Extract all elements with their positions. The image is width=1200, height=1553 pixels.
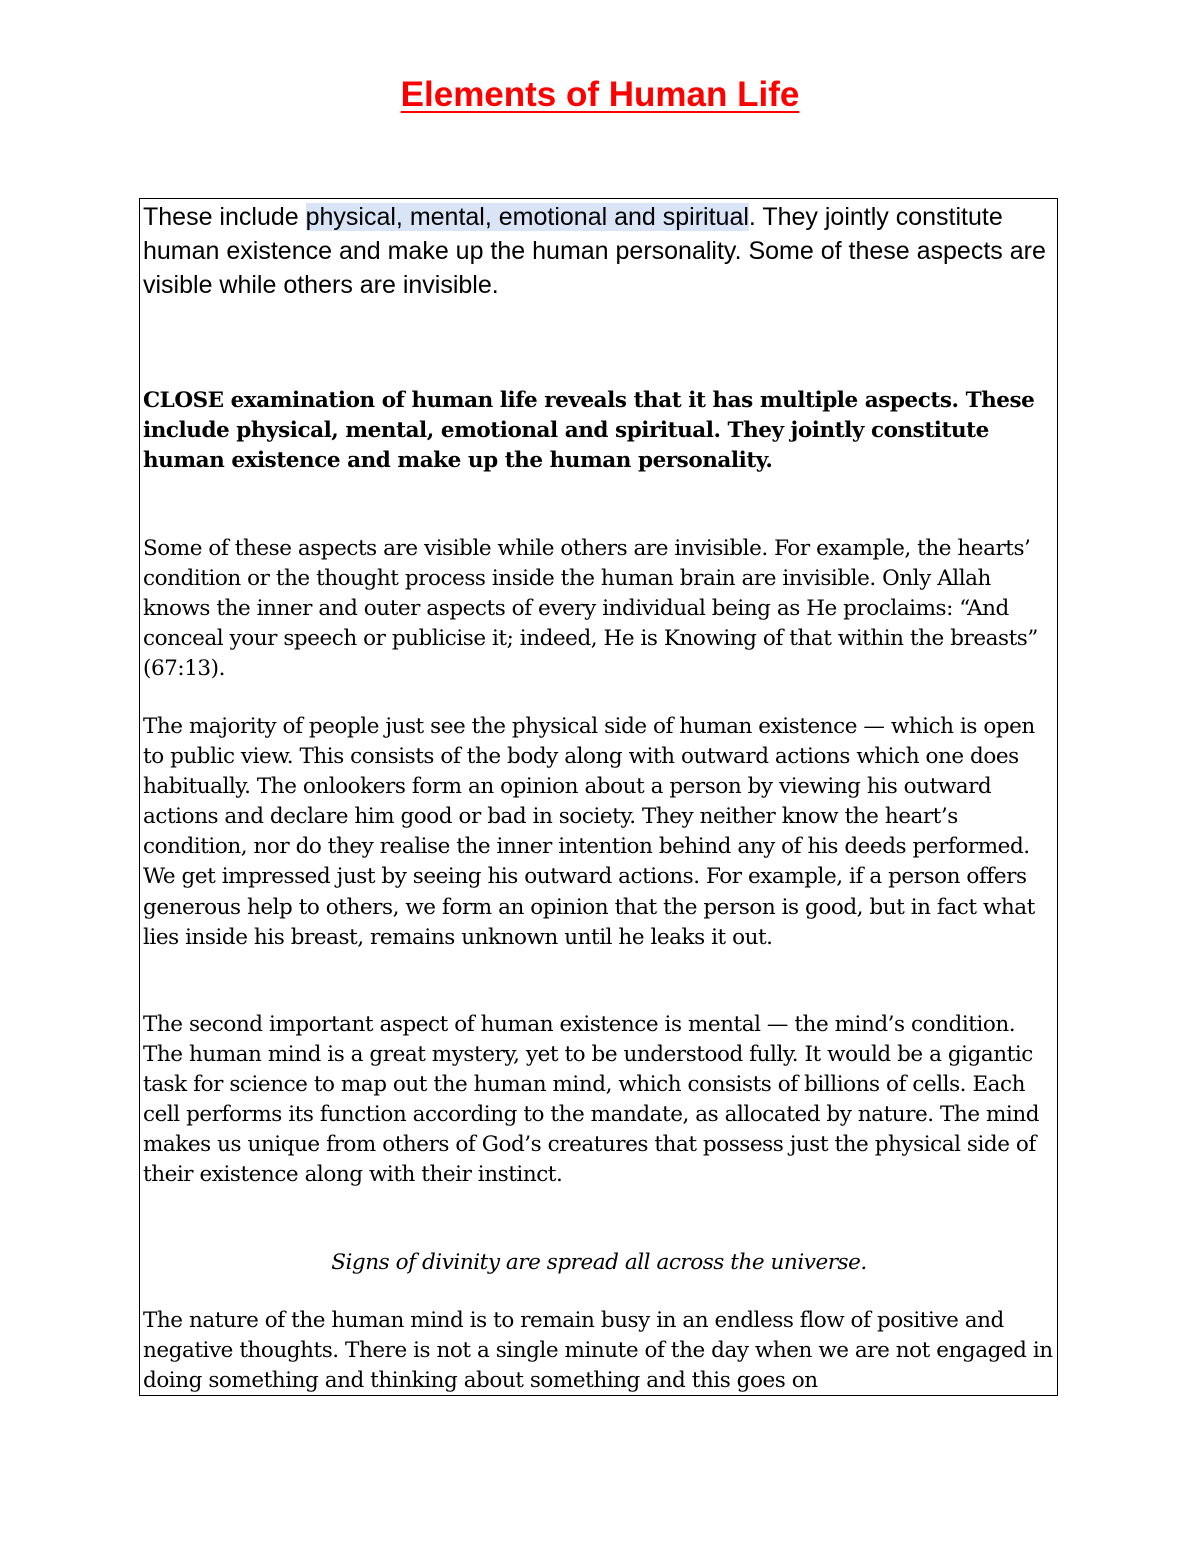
final-paragraph: The nature of the human mind is to remain busy in an endless flow of positive and negative thoughts. There is not a single minute of the day when we are not engaged in doing something and thinking about something and this goes on	[143, 1308, 1053, 1394]
body-paragraph-1: Some of these aspects are visible while others are invisible. For example, the hearts’ condition or the thought process inside the human brain are invisible. Only Allah knows the inner and outer aspects of every individual being as He proclaims: “And conceal your speech or publicise it; indeed, He is Knowing of that within the breasts” (67:13).	[143, 536, 1038, 682]
highlighted-text[interactable]: physical, mental, emotional and spiritual	[305, 203, 749, 231]
body-paragraph-2: The majority of people just see the physical side of human existence — which is open to public view. This consists of the body along with outward actions which one does habitually. The onlookers form an opinion about a person by viewing his outward actions and declare him good or bad in society. They neither know the heart’s condition, nor do they realise the inner intention behind any of his deeds performed. We get impressed just by seeing his outward actions. For example, if a person offers generous help to others, we form an opinion that the person is good, but in fact what lies inside his breast, remains unknown until he leaks it out.	[143, 714, 1035, 950]
body-paragraph-3: The second important aspect of human existence is mental — the mind’s condition. The human mind is a great mystery, yet to be understood fully. It would be a gigantic task for science to map out the human mind, which consists of billions of cells. Each cell performs its function according to the mandate, as allocated by nature. The mind makes us unique from others of God’s creatures that possess just the physical side of their existence along with their instinct.	[143, 1012, 1040, 1188]
intro-paragraph	[143, 200, 1048, 302]
lead-paragraph: CLOSE examination of human life reveals that it has multiple aspects. These include physical, mental, emotional and spiritual. They jointly constitute human existence and make up the human personality.	[143, 388, 1035, 474]
page-title: Elements of Human Life	[400, 75, 800, 114]
content-box	[139, 198, 1058, 1396]
intro-text-start: These include	[143, 203, 306, 231]
intro-text-end: . They jointly constitute human existence and make up the human personality. Some of these aspects are visible while others are invisible.	[143, 203, 1046, 299]
pull-quote: Signs of divinity are spread all across the universe.	[331, 1250, 867, 1275]
